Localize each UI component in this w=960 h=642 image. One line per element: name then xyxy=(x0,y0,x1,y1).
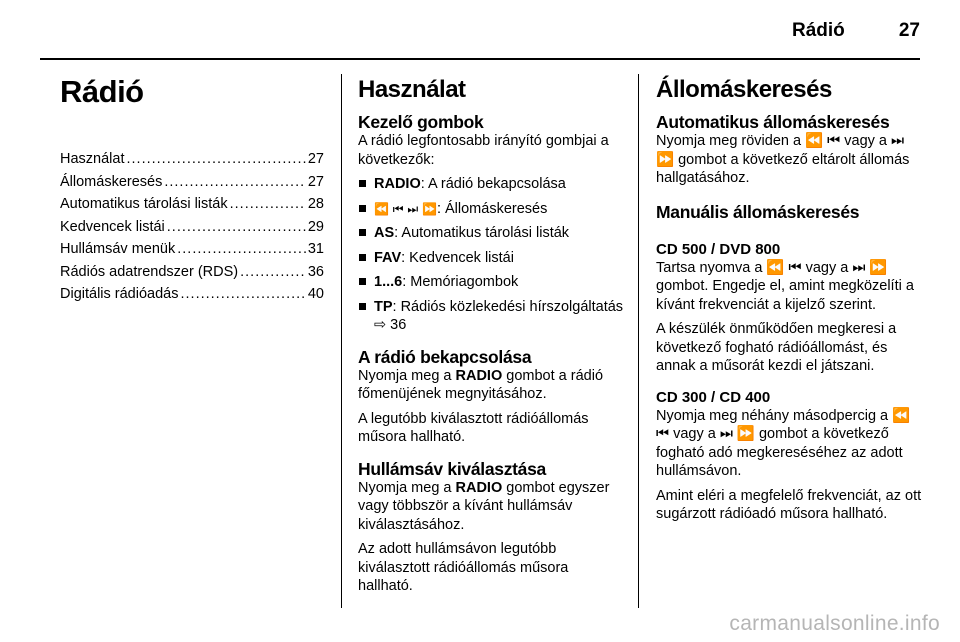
subheading-cd500: CD 500 / DVD 800 xyxy=(656,240,781,258)
section-title-station-search: Állomáskeresés xyxy=(656,76,832,103)
section-title-usage: Használat xyxy=(358,76,466,103)
toc-item[interactable]: Digitális rádióadás ..... 40 xyxy=(60,283,324,306)
toc-column xyxy=(60,74,324,306)
radio-on-text: Nyomja meg a RADIO gombot a rádió főmenüjének megnyitásához. xyxy=(358,367,604,402)
heading-band-select: Hullámsáv kiválasztása xyxy=(358,458,546,479)
bullet-square-icon xyxy=(358,249,374,268)
toc-list xyxy=(60,148,324,306)
toc-item[interactable]: Rádiós adatrendszer (RDS) ..... 36 xyxy=(60,261,324,284)
manual-search-text-2: A készülék önműködően megkeresi a következő fogható rádióállomást, és annak a műsorát kezdi el játszani. xyxy=(656,321,897,374)
watermark: carmanualsonline.info xyxy=(729,612,940,635)
heading-controls: Kezelő gombok xyxy=(358,112,484,132)
band-select-text-2: Az adott hullámsávon legutóbb kiválasztott rádióállomás műsora hallható. xyxy=(358,541,569,594)
toc-item[interactable]: Automatikus tárolási listák ..... 28 xyxy=(60,193,324,216)
bullet-tp: TP: Rádiós közlekedési hírszolgáltatás ⇨ 36 xyxy=(358,298,626,335)
heading-radio-on: A rádió bekapcsolása xyxy=(358,346,532,367)
heading-manual-search: Manuális állomáskeresés xyxy=(656,201,860,222)
auto-search-text: Nyomja meg röviden a ⏪ ⏮ vagy a ⏭ ⏩ gombot a következő eltárolt állomás hallgatásához. xyxy=(656,133,910,186)
controls-intro: A rádió legfontosabb irányító gombjai a következők: xyxy=(358,133,609,168)
header-rule xyxy=(40,58,920,60)
toc-item[interactable]: Kedvencek listái ..... 29 xyxy=(60,216,324,239)
page-number: 27 xyxy=(898,20,920,41)
bullet-seek: ⏪ ⏮ ⏭ ⏩: Állomáskeresés xyxy=(358,200,626,219)
toc-item[interactable]: Használat ..... 27 xyxy=(60,148,324,171)
subheading-cd300: CD 300 / CD 400 xyxy=(656,388,771,406)
toc-item[interactable]: Állomáskeresés ..... 27 xyxy=(60,171,324,194)
chapter-title: Rádió xyxy=(60,74,144,109)
bullet-square-icon xyxy=(358,224,374,243)
bullet-radio: RADIO: A rádió bekapcsolása xyxy=(358,175,626,194)
column-divider-2 xyxy=(638,74,639,608)
heading-auto-search: Automatikus állomáskeresés xyxy=(656,112,890,132)
bullet-as: AS: Automatikus tárolási listák xyxy=(358,224,626,243)
station-search-column xyxy=(656,74,926,524)
bullet-memory: 1...6: Memóriagombok xyxy=(358,273,626,292)
seek-buttons-icon: ⏪ ⏮ ⏭ ⏩ xyxy=(374,201,437,216)
page-header xyxy=(40,18,920,48)
toc-item[interactable]: Hullámsáv menük ..... 31 xyxy=(60,238,324,261)
usage-column xyxy=(358,74,626,596)
header-title: Rádió xyxy=(792,20,845,41)
cd300-search-text: Nyomja meg néhány másodpercig a ⏪ ⏮ vagy a ⏭ ⏩ gombot a következő fogható adó megkereséséhez az adott hullámsávon. xyxy=(656,407,911,479)
bullet-fav: FAV: Kedvencek listái xyxy=(358,249,626,268)
manual-search-text: Tartsa nyomva a ⏪ ⏮ vagy a ⏭ ⏩ gombot. Engedje el, amint megközelíti a kívánt frekvenciát a kijelző szerint. xyxy=(656,259,914,313)
bullet-square-icon xyxy=(358,200,374,219)
column-divider-1 xyxy=(341,74,342,608)
bullet-square-icon xyxy=(358,298,374,335)
band-select-text: Nyomja meg a RADIO gombot egyszer vagy többször a kívánt hullámsáv kiválasztásához. xyxy=(358,479,610,533)
radio-on-text-2: A legutóbb kiválasztott rádióállomás műsora hallható. xyxy=(358,410,589,445)
bullet-square-icon xyxy=(358,175,374,194)
bullet-square-icon xyxy=(358,273,374,292)
cd300-search-text-2: Amint eléri a megfelelő frekvenciát, az ott sugárzott rádióadó műsora hallható. xyxy=(656,487,922,522)
